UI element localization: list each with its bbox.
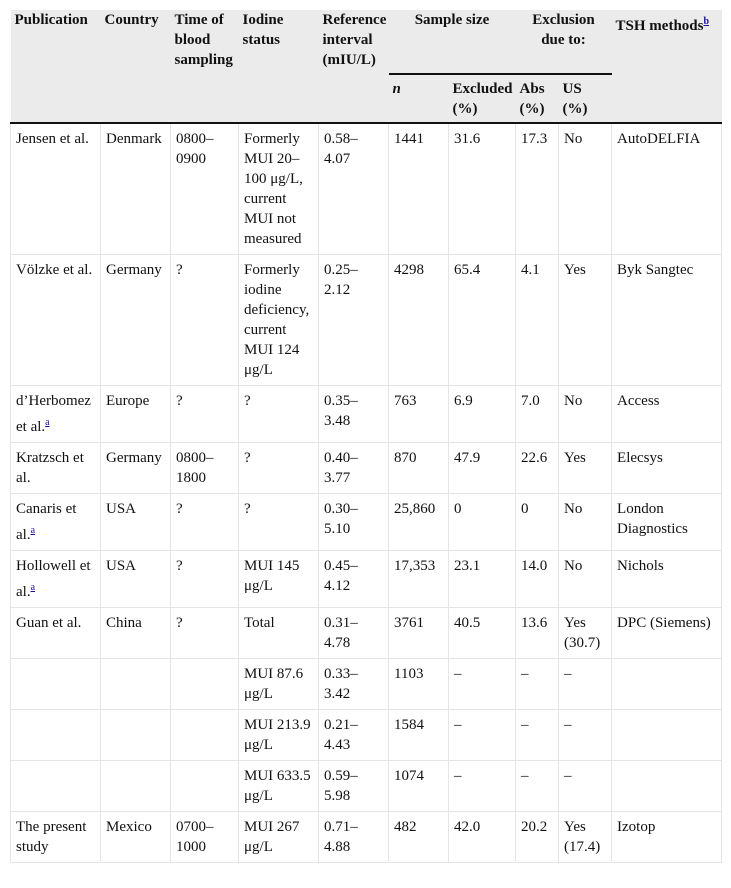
cell-time [171,710,239,761]
table-row [11,551,722,608]
cell-time [171,659,239,710]
table-header [11,10,722,123]
table-row [11,812,722,863]
cell-time: 0700–1000 [171,812,239,863]
footnote-link[interactable]: b [703,16,710,27]
cell-time: ? [171,551,239,608]
cell-iodine: ? [239,494,319,551]
cell-abs: 0 [516,494,559,551]
cell-us: Yes [559,255,612,386]
cell-country: USA [101,494,171,551]
cell-abs: 20.2 [516,812,559,863]
cell-pub: Hollowell et al.$^a$ [11,551,101,608]
cell-iodine: ? [239,386,319,443]
cell-iodine: MUI 145 μg/L [239,551,319,608]
cell-excluded: 23.1 [449,551,516,608]
cell-tsh: London Diagnostics [612,494,722,551]
cell-excluded: – [449,761,516,812]
cell-country: Germany [101,255,171,386]
cell-excluded: 0 [449,494,516,551]
cell-ref: 0.59–5.98 [319,761,389,812]
cell-us: No [559,123,612,255]
cell-iodine: ? [239,443,319,494]
cell-country: Denmark [101,123,171,255]
cell-n: 1074 [389,761,449,812]
cell-abs: 4.1 [516,255,559,386]
header-reference: Reference interval (mIU/L) [319,10,389,120]
cell-tsh: Izotop [612,812,722,863]
header-exclusion: Exclusion due to: [516,10,612,73]
cell-us: No [559,494,612,551]
cell-time: ? [171,494,239,551]
cell-abs: – [516,710,559,761]
cell-n: 4298 [389,255,449,386]
table-row [11,710,722,761]
header-time: Time of blood sampling [171,10,239,120]
cell-us: Yes [559,443,612,494]
table-row [11,443,722,494]
cell-abs: – [516,761,559,812]
cell-tsh: Elecsys [612,443,722,494]
table-row [11,659,722,710]
cell-time: 0800–1800 [171,443,239,494]
cell-n: 763 [389,386,449,443]
cell-excluded: 40.5 [449,608,516,659]
header-publication: Publication [11,10,101,120]
cell-pub: The present study [11,812,101,863]
cell-iodine: MUI 267 μg/L [239,812,319,863]
cell-n: 3761 [389,608,449,659]
cell-us: Yes (17.4) [559,812,612,863]
table-body [11,123,722,863]
cell-excluded: 31.6 [449,123,516,255]
cell-pub: Kratzsch et al. [11,443,101,494]
cell-excluded: 6.9 [449,386,516,443]
cell-excluded: 65.4 [449,255,516,386]
cell-ref: 0.25–2.12 [319,255,389,386]
cell-ref: 0.31–4.78 [319,608,389,659]
cell-abs: 17.3 [516,123,559,255]
cell-n: 17,353 [389,551,449,608]
cell-country: China [101,608,171,659]
header-us: US (%) [559,74,612,120]
cell-iodine: Formerly iodine deficiency, current MUI 124 μg/L [239,255,319,386]
cell-ref: 0.71–4.88 [319,812,389,863]
cell-country: Europe [101,386,171,443]
cell-ref: 0.45–4.12 [319,551,389,608]
cell-excluded: – [449,659,516,710]
cell-time [171,761,239,812]
cell-country: Germany [101,443,171,494]
table-row [11,608,722,659]
header-abs: Abs (%) [516,74,559,120]
cell-ref: 0.58–4.07 [319,123,389,255]
cell-us: – [559,761,612,812]
footnote-link[interactable]: a [30,525,36,536]
table-row [11,761,722,812]
cell-n: 482 [389,812,449,863]
cell-ref: 0.40–3.77 [319,443,389,494]
header-sample-size: Sample size [389,10,516,73]
cell-pub [11,659,101,710]
cell-abs: – [516,659,559,710]
cell-n: 25,860 [389,494,449,551]
reference-interval-table [10,10,722,863]
cell-n: 1584 [389,710,449,761]
cell-iodine: Formerly MUI 20–100 μg/L, current MUI not measured [239,123,319,255]
cell-pub: Völzke et al. [11,255,101,386]
cell-country [101,761,171,812]
table-row [11,123,722,255]
cell-us: Yes (30.7) [559,608,612,659]
cell-time: 0800–0900 [171,123,239,255]
cell-iodine: MUI 87.6 μg/L [239,659,319,710]
table-row [11,255,722,386]
cell-excluded: 47.9 [449,443,516,494]
cell-us: No [559,386,612,443]
cell-iodine: MUI 633.5 μg/L [239,761,319,812]
cell-iodine: MUI 213.9 μg/L [239,710,319,761]
cell-pub: d’Herbomez et al.$^a$ [11,386,101,443]
cell-pub [11,761,101,812]
cell-iodine: Total [239,608,319,659]
cell-tsh [612,659,722,710]
cell-country: Mexico [101,812,171,863]
cell-pub: Guan et al. [11,608,101,659]
cell-n: 1103 [389,659,449,710]
cell-us: – [559,659,612,710]
cell-tsh [612,710,722,761]
cell-n: 870 [389,443,449,494]
cell-time: ? [171,608,239,659]
cell-abs: 14.0 [516,551,559,608]
cell-abs: 22.6 [516,443,559,494]
cell-time: ? [171,255,239,386]
cell-ref: 0.35–3.48 [319,386,389,443]
cell-excluded: 42.0 [449,812,516,863]
cell-tsh: Byk Sangtec [612,255,722,386]
cell-ref: 0.33–3.42 [319,659,389,710]
header-n: n [389,74,449,120]
cell-n: 1441 [389,123,449,255]
cell-abs: 7.0 [516,386,559,443]
cell-tsh [612,761,722,812]
cell-pub [11,710,101,761]
cell-us: – [559,710,612,761]
cell-pub: Jensen et al. [11,123,101,255]
cell-us: No [559,551,612,608]
header-country: Country [101,10,171,120]
header-tsh: TSH methods$^b$ [612,10,722,120]
header-excluded: Excluded (%) [449,74,516,120]
cell-country: USA [101,551,171,608]
cell-ref: 0.21–4.43 [319,710,389,761]
cell-excluded: – [449,710,516,761]
footnote-link[interactable]: a [45,417,50,428]
cell-country [101,659,171,710]
table-row [11,494,722,551]
header-iodine: Iodine status [239,10,319,120]
cell-tsh: Nichols [612,551,722,608]
cell-tsh: DPC (Siemens) [612,608,722,659]
cell-country [101,710,171,761]
cell-tsh: Access [612,386,722,443]
cell-pub: Canaris et al.$^a$ [11,494,101,551]
cell-ref: 0.30–5.10 [319,494,389,551]
cell-time: ? [171,386,239,443]
cell-abs: 13.6 [516,608,559,659]
footnote-link[interactable]: a [30,582,36,593]
table-row [11,386,722,443]
cell-tsh: AutoDELFIA [612,123,722,255]
